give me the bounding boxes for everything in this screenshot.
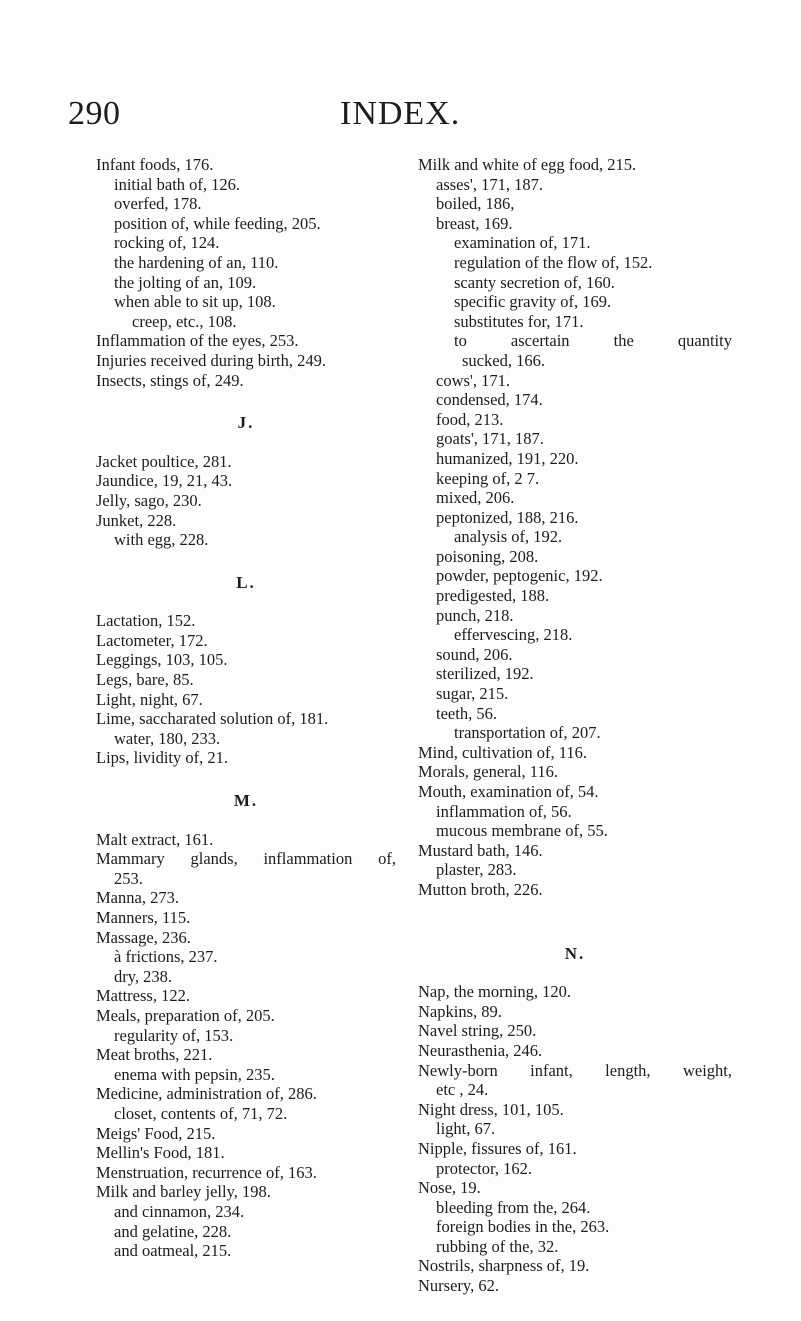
index-entry-word: Newly-born [418,1060,498,1080]
index-subentry: substitutes for, 171. [454,311,584,331]
index-entry-word: glands, [190,849,238,869]
index-entry: Mellin's Food, 181. [96,1143,225,1163]
index-subentry: rocking of, 124. [114,233,220,253]
index-subentry: analysis of, 192. [454,527,563,547]
index-subentry: sound, 206. [436,644,513,664]
index-subentry: scanty secretion of, 160. [454,272,615,292]
index-subentry: the jolting of an, 109. [114,272,257,292]
index-entry-word: weight, [682,1060,732,1080]
index-entry: Jelly, sago, 230. [96,490,202,510]
index-subentry: and cinnamon, 234. [114,1201,245,1221]
index-entry: Napkins, 89. [418,1001,502,1021]
index-entry: Meals, preparation of, 205. [96,1005,275,1025]
index-subentry: plaster, 283. [436,860,517,880]
index-subentry: 253. [114,868,143,888]
index-entry: Nipple, fissures of, 161. [418,1138,577,1158]
index-entry: Legs, bare, 85. [96,670,194,690]
index-entry: Manna, 273. [96,888,179,908]
index-entry-word: quantity [677,331,732,351]
index-entry: Junket, 228. [96,510,177,530]
index-entry: Navel string, 250. [418,1021,537,1041]
index-entry-word: length, [605,1060,651,1080]
index-entry: Morals, general, 116. [418,762,559,782]
index-subentry: inflammation of, 56. [436,801,572,821]
index-subentry: overfed, 178. [114,194,202,214]
index-subentry: cows', 171. [436,370,511,390]
index-subentry: teeth, 56. [436,703,497,723]
index-subentry: and gelatine, 228. [114,1221,232,1241]
index-subentry: poisoning, 208. [436,546,539,566]
index-entry: Inflammation of the eyes, 253. [96,331,299,351]
index-subentry: powder, peptogenic, 192. [436,566,603,586]
index-subentry: protector, 162. [436,1158,533,1178]
index-subentry: keeping of, 2 7. [436,468,540,488]
index-entry: Nursery, 62. [418,1276,499,1296]
index-entry: Mutton broth, 226. [418,879,543,899]
index-subentry: position of, while feeding, 205. [114,213,321,233]
section-letter: M. [233,791,259,811]
index-entry [96,849,396,869]
index-subentry: sugar, 215. [436,684,509,704]
index-subentry: mucous membrane of, 55. [436,821,608,841]
index-subentry: boiled, 186, [436,194,515,214]
section-letter: J. [237,413,255,433]
index-entry-word: of, [378,849,396,869]
index-entry: Lactation, 152. [96,611,196,631]
index-entry-word: the [613,331,634,351]
index-subentry: regularity of, 153. [114,1025,234,1045]
index-subentry: rubbing of the, 32. [436,1236,559,1256]
index-subentry: punch, 218. [436,605,514,625]
index-entry: Meat broths, 221. [96,1045,213,1065]
index-entry: Injuries received during birth, 249. [96,350,327,370]
index-entry: Infant foods, 176. [96,155,214,174]
index-subentry: à frictions, 237. [114,947,218,967]
index-subentry: and oatmeal, 215. [114,1241,232,1261]
index-entry-word: inflammation [263,849,353,869]
index-subentry: humanized, 191, 220. [436,448,579,468]
index-subentry: etc , 24. [436,1080,489,1100]
index-entry: Massage, 236. [96,927,191,947]
page-title: INDEX. [340,95,461,132]
index-entry: Mouth, examination of, 54. [418,782,599,801]
index-subentry [418,331,732,351]
index-entry: Nose, 19. [418,1178,481,1198]
index-subentry: food, 213. [436,409,504,429]
index-entry: Meigs' Food, 215. [96,1123,216,1143]
index-entry: Leggings, 103, 105. [96,650,228,670]
index-column-right [418,155,732,1296]
index-subentry: light, 67. [436,1119,496,1139]
index-subentry: transportation of, 207. [454,723,601,743]
index-entry: Neurasthenia, 246. [418,1040,543,1060]
index-entry: Lips, lividity of, 21. [96,748,228,768]
index-entry: Light, night, 67. [96,689,203,709]
index-subentry: regulation of the flow of, 152. [454,252,653,272]
index-subentry: initial bath of, 126. [114,174,241,194]
index-subentry: predigested, 188. [436,586,550,606]
section-letter: N. [564,943,586,963]
index-entry [418,1061,732,1081]
index-entry: Insects, stings of, 249. [96,370,244,390]
index-subentry: when able to sit up, 108. [114,292,276,312]
index-entry-word: infant, [530,1060,573,1080]
index-entry-word: ascertain [510,331,570,351]
index-entry: Lime, saccharated solution of, 181. [96,709,329,729]
index-entry: Milk and white of egg food, 215. [418,155,637,174]
index-entry: Lactometer, 172. [96,630,208,650]
index-subentry: peptonized, 188, 216. [436,507,579,527]
index-subentry: with egg, 228. [114,530,209,550]
section-letter: L. [236,572,256,592]
index-entry-word: to [454,331,467,351]
index-subentry: water, 180, 233. [114,728,221,748]
index-entry: Mattress, 122. [96,986,190,1006]
index-subentry: sterilized, 192. [436,664,534,684]
index-entry: Malt extract, 161. [96,829,214,849]
index-column-left [96,155,396,1261]
index-entry: Nostrils, sharpness of, 19. [418,1256,590,1276]
index-subentry: asses', 171, 187. [436,174,544,194]
index-entry: Jacket poultice, 281. [96,451,232,471]
index-subentry: enema with pepsin, 235. [114,1064,275,1084]
index-subentry: the hardening of an, 110. [114,252,279,272]
index-entry: Night dress, 101, 105. [418,1099,564,1119]
index-entry: Manners, 115. [96,908,191,927]
index-subentry: breast, 169. [436,213,513,233]
page-number: 290 [68,95,121,132]
index-entry: Mind, cultivation of, 116. [418,742,587,762]
index-entry-word: Mammary [96,849,165,869]
index-entry: Mustard bath, 146. [418,840,543,860]
index-subentry: dry, 238. [114,966,173,986]
index-entry: Menstruation, recurrence of, 163. [96,1162,317,1182]
index-entry: Nap, the morning, 120. [418,982,572,1002]
index-subentry: effervescing, 218. [454,625,573,645]
index-subentry: specific gravity of, 169. [454,292,612,312]
index-subentry: examination of, 171. [454,233,591,253]
index-subentry: creep, etc., 108. [132,311,237,331]
index-entry: Medicine, administration of, 286. [96,1084,317,1104]
index-subentry: foreign bodies in the, 263. [436,1217,610,1237]
index-entry: Milk and barley jelly, 198. [96,1182,271,1202]
index-subentry: mixed, 206. [436,488,515,508]
index-subentry: closet, contents of, 71, 72. [114,1103,288,1123]
index-subentry: sucked, 166. [462,350,545,370]
index-subentry: bleeding from the, 264. [436,1197,591,1217]
index-subentry: condensed, 174. [436,390,543,410]
index-entry: Jaundice, 19, 21, 43. [96,471,233,491]
index-subentry: goats', 171, 187. [436,429,544,449]
